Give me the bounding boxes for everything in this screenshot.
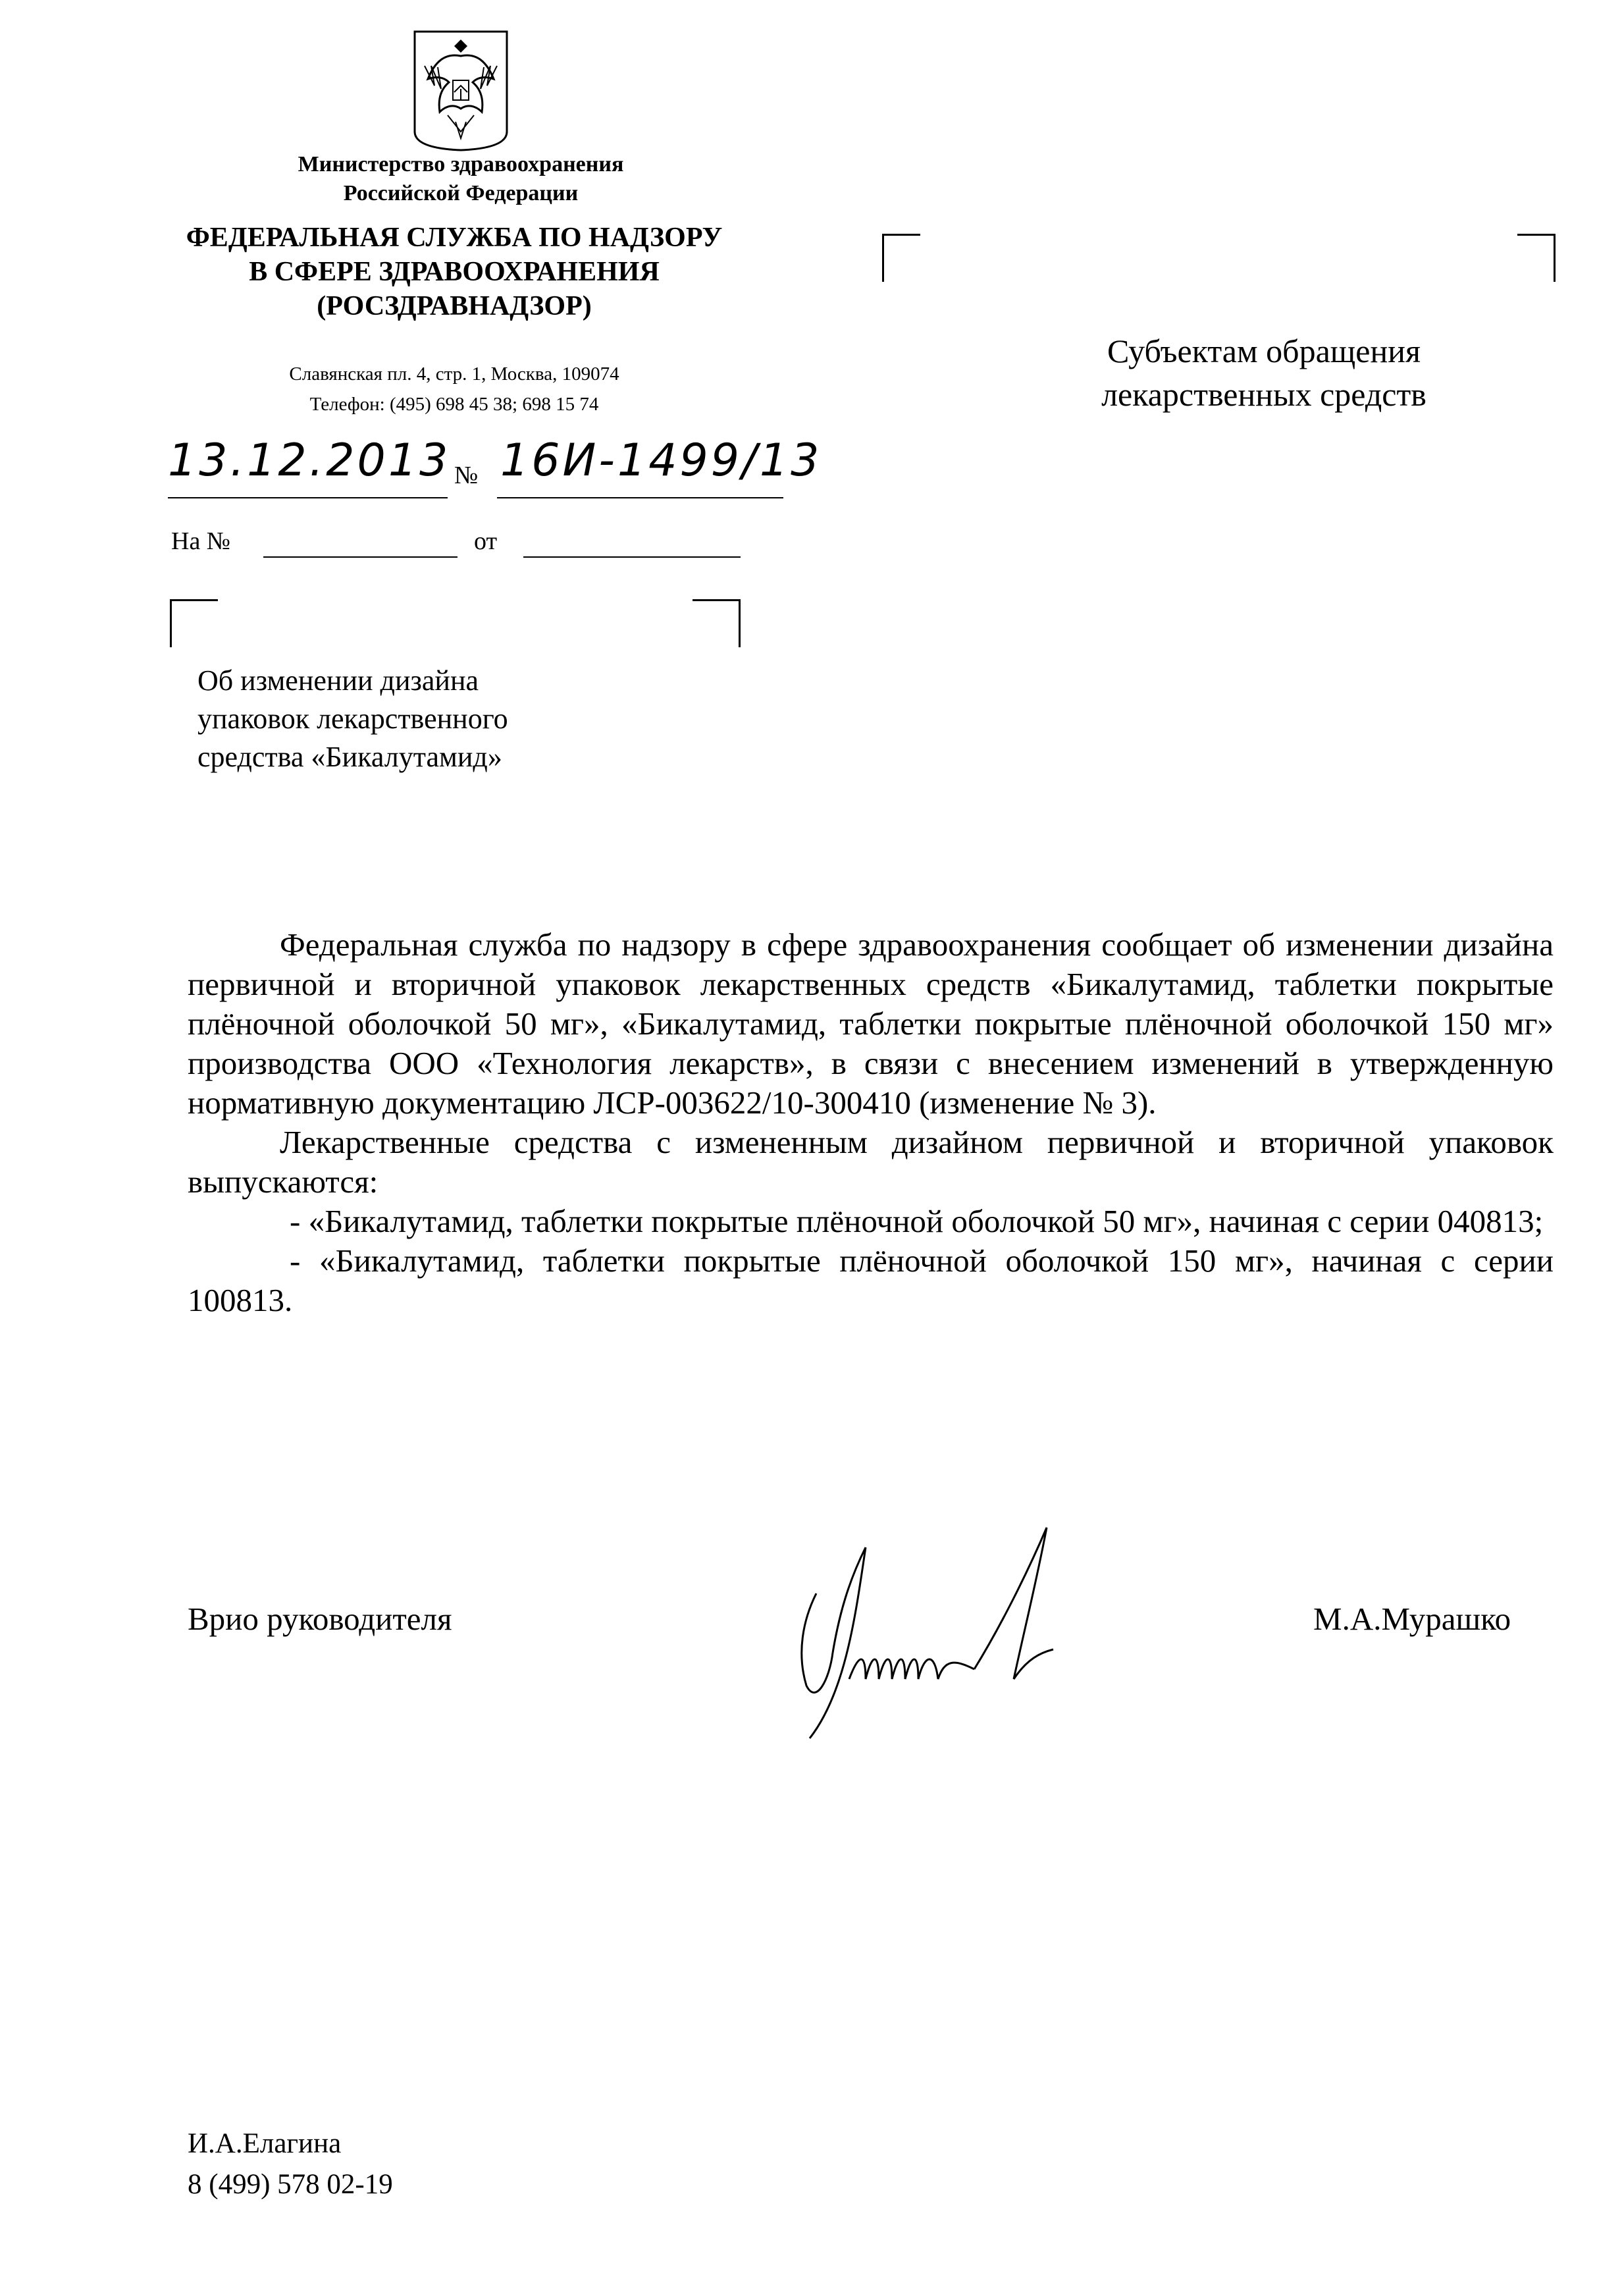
ref-number-blank (263, 556, 458, 558)
ministry-line-1: Министерство здравоохранения (298, 152, 624, 176)
subject-line-2: упаковок лекарственного (197, 703, 508, 735)
body-list-item-1: - «Бикалутамид, таблетки покрытые плёночной оболочкой 50 мг», начиная с серии 040813; (290, 1203, 1544, 1239)
registration-number: 16И-1499/13 (500, 435, 822, 487)
executor-phone: 8 (499) 578 02-19 (188, 2169, 393, 2200)
service-name (145, 221, 764, 323)
ministry-line-2: Российской Федерации (343, 181, 579, 205)
subject-line-1: Об изменении дизайна (197, 664, 479, 697)
recipient-line-2: лекарственных средств (1101, 376, 1426, 413)
body-paragraph-1: Федеральная служба по надзору в сфере здравоохранения сообщает об изменении дизайна первичной и вторичной упаковок лекарственных средств «Бикалутамид, таблетки покрытые плёночной оболочкой 50 мг», «Бикалутамид, таблетки покрытые плёночной оболочкой 150 мг» производства ООО «Технология лекарств», в связи с внесением изменений в утвержденную нормативную документацию ЛСР-003622/10-300410 (изменение № 3). (188, 926, 1554, 1121)
ref-from-label: от (474, 527, 498, 555)
subject-corner-right (693, 599, 741, 647)
recipient-corner-left (882, 234, 920, 282)
subject (197, 662, 671, 776)
recipient-corner-right (1517, 234, 1556, 282)
handwritten-signature (777, 1482, 1145, 1745)
number-underline (497, 497, 783, 498)
ministry-name (171, 150, 750, 208)
ref-from-blank (523, 556, 741, 558)
coat-of-arms-icon (408, 26, 513, 151)
registration-date: 13.12.2013 (168, 435, 451, 487)
letter-body (188, 925, 1554, 1320)
service-line-3: (РОСЗДРАВНАДЗОР) (317, 291, 592, 321)
service-line-1: ФЕДЕРАЛЬНАЯ СЛУЖБА ПО НАДЗОРУ (186, 223, 723, 253)
body-list-item-2: - «Бикалутамид, таблетки покрытые плёночной оболочкой 150 мг», начиная с серии 100813. (188, 1242, 1554, 1318)
phone-line: Телефон: (495) 698 45 38; 698 15 74 (309, 394, 599, 415)
signatory-position: Врио руководителя (188, 1601, 452, 1637)
body-paragraph-2: Лекарственные средства с измененным дизайном первичной и вторичной упаковок выпускаются: (188, 1124, 1554, 1200)
executor-block (188, 2123, 393, 2205)
recipient-line-1: Субъектам обращения (1107, 333, 1421, 369)
signatory-name: М.А.Мурашко (1313, 1601, 1511, 1637)
recipient (1014, 329, 1514, 416)
address-line: Славянская пл. 4, стр. 1, Москва, 109074 (289, 363, 619, 385)
service-line-2: В СФЕРЕ ЗДРАВООХРАНЕНИЯ (249, 257, 660, 287)
subject-line-3: средства «Бикалутамид» (197, 741, 502, 773)
subject-corner-left (170, 599, 218, 647)
date-underline (168, 497, 448, 498)
address-block (178, 359, 731, 419)
ref-number-label: На № (171, 527, 231, 555)
number-sign: № (454, 462, 479, 489)
executor-name: И.А.Елагина (188, 2128, 342, 2159)
